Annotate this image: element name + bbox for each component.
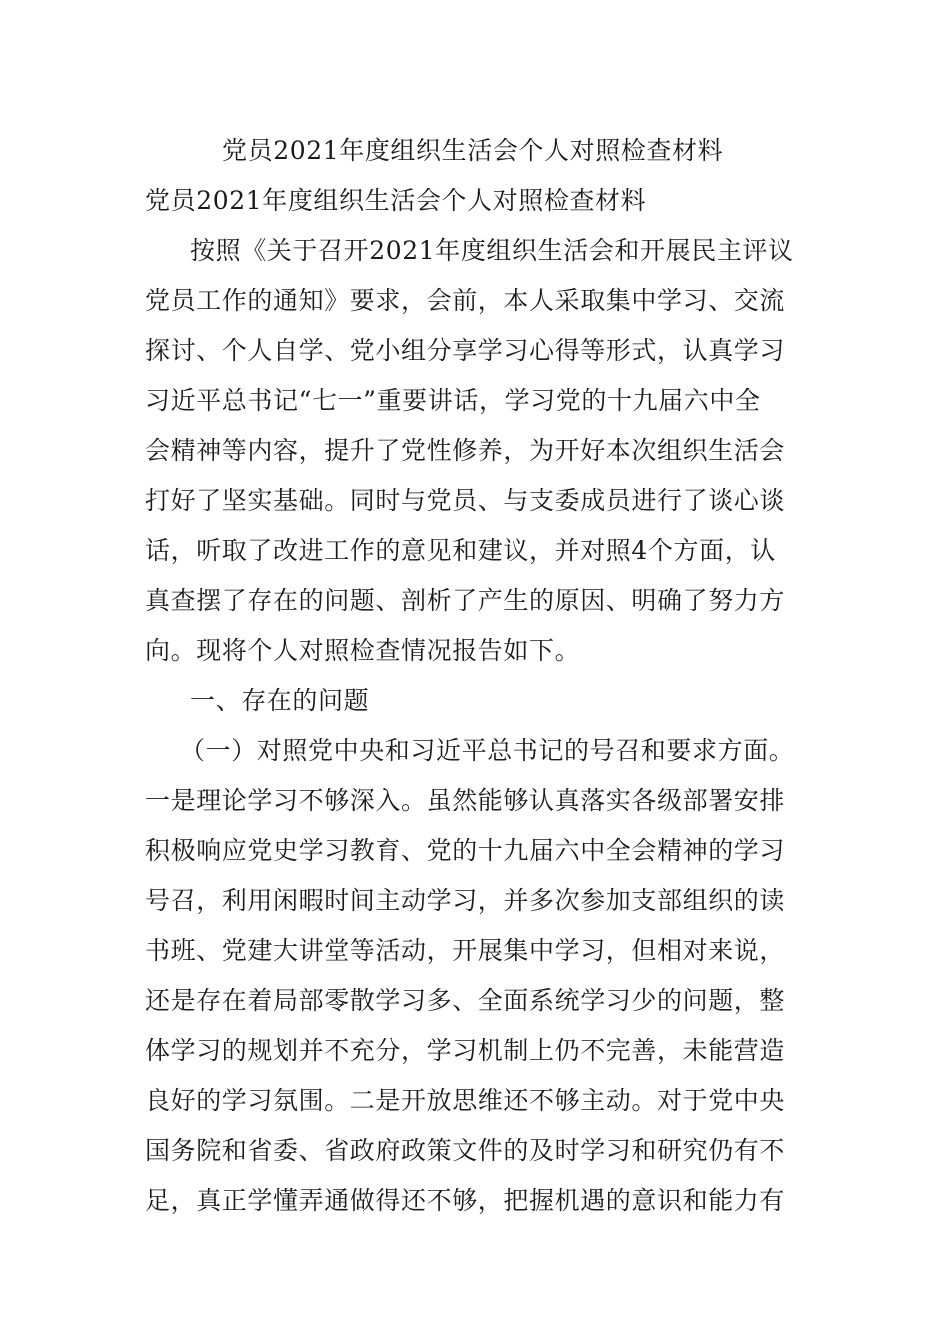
paragraph-line: 书班、党建大讲堂等活动，开展集中学习，但相对来说， (145, 936, 786, 965)
paragraph-line: 党员工作的通知》要求，会前，本人采取集中学习、交流 (145, 286, 786, 315)
paragraph-line: 习近平总书记“七一”重要讲话，学习党的十九届六中全 (145, 386, 761, 415)
paragraph-line: 还是存在着局部零散学习多、全面系统学习少的问题，整 (145, 986, 786, 1015)
paragraph-line: 打好了坚实基础。同时与党员、与支委成员进行了谈心谈 (145, 486, 786, 515)
paragraph-line: 体学习的规划并不充分，学习机制上仍不完善，未能营造 (145, 1036, 786, 1065)
paragraph-line: 良好的学习氛围。二是开放思维还不够主动。对于党中央 (145, 1086, 786, 1115)
paragraph-line: 一是理论学习不够深入。虽然能够认真落实各级部署安排 (145, 786, 786, 815)
paragraph-line: 足，真正学懂弄通做得还不够，把握机遇的意识和能力有 (145, 1186, 786, 1215)
section-heading: 一、存在的问题 (190, 686, 370, 715)
paragraph-line: 向。现将个人对照检查情况报告如下。 (145, 636, 581, 665)
document-subtitle: 党员2021年度组织生活会个人对照检查材料 (145, 186, 647, 215)
paragraph-line: 话，听取了改进工作的意见和建议，并对照4个方面，认 (145, 536, 776, 565)
paragraph-line: 探讨、个人自学、党小组分享学习心得等形式，认真学习 (145, 336, 786, 365)
subsection-heading: （一）对照党中央和习近平总书记的号召和要求方面。 (180, 736, 795, 765)
paragraph-line: 真查摆了存在的问题、剖析了产生的原因、明确了努力方 (145, 586, 786, 615)
paragraph-line: 按照《关于召开2021年度组织生活会和开展民主评议 (190, 236, 794, 265)
paragraph-line: 号召，利用闲暇时间主动学习，并多次参加支部组织的读 (145, 886, 786, 915)
paragraph-line: 会精神等内容，提升了党性修养，为开好本次组织生活会 (145, 436, 786, 465)
document-title: 党员2021年度组织生活会个人对照检查材料 (222, 136, 724, 165)
paragraph-line: 积极响应党史学习教育、党的十九届六中全会精神的学习 (145, 836, 786, 865)
paragraph-line: 国务院和省委、省政府政策文件的及时学习和研究仍有不 (145, 1136, 786, 1165)
